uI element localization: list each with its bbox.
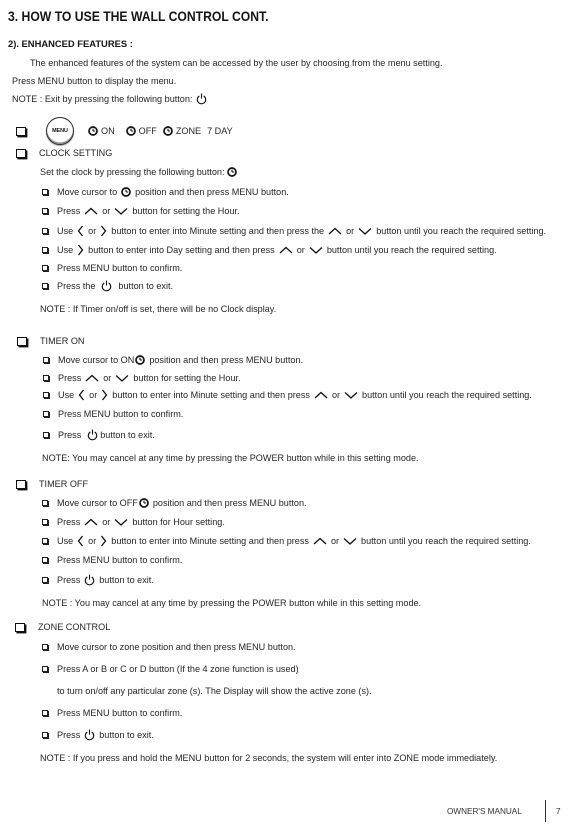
exit-note [12,93,211,105]
bullet-square-icon [42,644,48,650]
step-text: Press the [57,281,96,291]
bullet-square-icon [43,432,49,438]
step-text: Move cursor to ON [58,355,135,365]
chevron-down-icon [344,391,358,399]
step-text: or [102,206,111,216]
page-title: 3. HOW TO USE THE WALL CONTROL CONT. [8,8,269,24]
step-text: Press [58,430,82,440]
zone-step-3 [42,707,182,719]
bullet-square-icon [42,265,48,271]
step-text: or [331,390,341,400]
bullet-square-icon [42,228,48,234]
step-text: position and then press MENU button. [135,187,289,197]
bullet-square-icon [42,189,48,195]
step-text: or [330,536,340,546]
bullet-square-icon [42,500,48,506]
chevron-up-icon [85,374,99,382]
menu-item-7-day: 7 DAY [207,126,233,136]
clock-step-6 [42,280,173,292]
step-text: button until you reach the required setting. [326,245,497,255]
bullet-square-icon [42,283,48,289]
timer-on-step-1 [43,354,303,366]
footer-divider [545,800,546,822]
chevron-right-icon [100,225,107,237]
timer-on-step-2 [43,372,241,384]
bullet-square-icon [42,732,48,738]
step-text: or [346,226,355,236]
step-text: position and then press MENU button. [152,498,307,508]
chevron-down-icon [114,518,128,526]
chevron-right-icon [77,244,84,256]
chevron-left-icon [77,225,84,237]
checkbox-icon [17,337,27,346]
bullet-square-icon [42,710,48,716]
press-menu-text: Press MENU button to display the menu. [12,76,177,86]
step-text: or [103,373,112,383]
chevron-up-icon [313,537,327,545]
timer-off-step-5 [42,574,154,586]
menu-button-label: MENU [52,128,68,134]
step-text: button to exit. [99,730,154,740]
chevron-up-icon [279,246,293,254]
zone-step-1 [42,641,296,653]
bullet-square-icon [42,557,48,563]
menu-overview-row [16,117,233,145]
step-text: button for setting the Hour. [133,373,241,383]
chevron-up-icon [84,207,98,215]
step-text: Press MENU button to confirm. [57,555,183,565]
timer-off-step-1 [42,497,307,509]
chevron-up-icon [328,227,342,235]
menu-item-off: OFF [138,126,157,136]
bullet-square-icon [43,357,49,363]
step-text: Press MENU button to confirm. [57,708,183,718]
page-number-text: 7 [556,807,561,816]
bullet-square-icon [43,375,49,381]
power-icon [87,429,98,441]
chevron-up-icon [84,518,98,526]
timer-on-title: TIMER ON [40,336,85,346]
bullet-square-icon [42,247,48,253]
step-text: Press [57,517,81,527]
section-heading-text: 2). ENHANCED FEATURES : [8,38,133,49]
step-text: Use [57,536,74,546]
step-text: button to enter into Minute setting and then press [111,536,309,546]
clock-setting-title: CLOCK SETTING [39,148,113,158]
footer-manual-label [447,806,522,818]
clock-step-2 [42,205,240,217]
clock-icon [88,126,98,136]
timer-off-note [42,597,421,609]
chevron-up-icon [314,391,328,399]
clock-setting-note [40,303,276,315]
clock-step-1 [42,186,289,198]
step-text: button to exit. [118,281,174,291]
step-text: or [88,536,97,546]
checkbox-icon [15,623,25,632]
step-text: button until you reach the required setting. [361,536,531,546]
timer-on-note [42,452,419,464]
step-text: button to exit. [100,430,155,440]
clock-icon [163,126,173,136]
chevron-left-icon [77,535,84,547]
step-text: Move cursor to zone position and then press MENU button. [57,642,296,652]
menu-item-on: ON [101,126,115,136]
note-text: NOTE : If Timer on/off is set, there will be no Clock display. [40,304,277,314]
chevron-down-icon [115,374,129,382]
timer-on-step-3 [43,389,532,401]
chevron-down-icon [358,227,372,235]
step-text: Press MENU button to confirm. [58,409,184,419]
bullet-square-icon [42,519,48,525]
step-text: or [296,245,305,255]
power-icon [101,280,112,292]
step-text: Press [57,206,81,216]
step-text: button to enter into Minute setting and then press the [111,226,325,236]
menu-button-illustration [46,117,74,145]
step-text: button for setting the Hour. [132,206,240,216]
step-text: button until you reach the required setting. [376,226,547,236]
step-text: Press [58,373,82,383]
clock-step-5 [42,262,182,274]
step-text: Press [57,730,81,740]
clock-icon [121,187,131,197]
note-text: NOTE: You may cancel at any time by pressing the POWER button while in this setting mode. [42,453,419,463]
timer-off-step-2 [42,516,225,528]
power-icon [196,93,207,105]
step-text: button until you reach the required setting. [362,390,532,400]
chevron-down-icon [114,207,128,215]
step-text: button to enter into Day setting and then press [88,245,275,255]
timer-off-step-4 [42,554,182,566]
checkbox-icon [16,127,26,136]
chevron-right-icon [101,389,108,401]
clock-step-3 [42,225,546,237]
clock-setting-lead [40,166,241,178]
bullet-square-icon [42,538,48,544]
exit-note-text: NOTE : Exit by pressing the following button: [12,94,193,104]
chevron-down-icon [343,537,357,545]
intro-paragraph [30,57,443,69]
zone-control-note [40,752,497,764]
checkbox-icon [16,480,26,489]
timer-on-step-5 [43,429,155,441]
step-text: Use [57,226,74,236]
page-number [556,806,561,818]
step-text: or [88,226,97,236]
step-text: button for Hour setting. [132,517,225,527]
intro-text: The enhanced features of the system can be accessed by the user by choosing from the menu setting. [30,58,443,68]
step-text: Move cursor to OFF [57,498,138,508]
clock-icon [126,126,136,136]
step-text: Press MENU button to confirm. [57,263,183,273]
clock-icon [135,355,145,365]
power-icon [84,729,95,741]
timer-off-heading [16,478,88,490]
clock-icon [139,498,149,508]
chevron-left-icon [78,389,85,401]
clock-step-4 [42,244,497,256]
zone-control-heading [15,621,110,633]
step-text: Press A or B or C or D button (If the 4 zone function is used) [57,664,299,674]
step-text: Move cursor to [57,187,118,197]
checkbox-icon [16,149,26,158]
menu-item-zone: ZONE [175,126,202,136]
timer-on-heading [17,335,84,347]
zone-control-title: ZONE CONTROL [38,622,111,632]
power-icon [84,574,95,586]
bullet-square-icon [42,577,48,583]
step-text: to turn on/off any particular zone (s). The Display will show the active zone (s). [57,686,372,696]
step-text: or [102,517,111,527]
step-text: button to exit. [99,575,154,585]
zone-step-2-continued [57,685,372,697]
zone-step-4 [42,729,154,741]
note-text: NOTE : If you press and hold the MENU button for 2 seconds, the system will enter into ZONE mode immediately. [40,753,498,763]
bullet-square-icon [42,208,48,214]
bullet-square-icon [42,666,48,672]
timer-off-step-3 [42,535,531,547]
step-text: Use [58,390,75,400]
clock-setting-heading [16,147,112,159]
bullet-square-icon [43,392,49,398]
step-text: Press [57,575,81,585]
step-text: Use [57,245,74,255]
chevron-right-icon [100,535,107,547]
manual-name: OWNER'S MANUAL [447,807,522,816]
clock-lead-text: Set the clock by pressing the following button: [40,167,225,177]
section-heading [8,38,133,50]
step-text: button to enter into Minute setting and then press [112,390,310,400]
chevron-down-icon [309,246,323,254]
timer-on-step-4 [43,408,183,420]
step-text: position and then press MENU button. [149,355,303,365]
note-text: NOTE : You may cancel at any time by pressing the POWER button while in this setting mode. [42,598,422,608]
press-menu-line [12,75,176,87]
clock-icon [227,167,237,177]
timer-off-title: TIMER OFF [39,479,88,489]
step-text: or [89,390,98,400]
bullet-square-icon [43,411,49,417]
zone-step-2 [42,663,299,675]
